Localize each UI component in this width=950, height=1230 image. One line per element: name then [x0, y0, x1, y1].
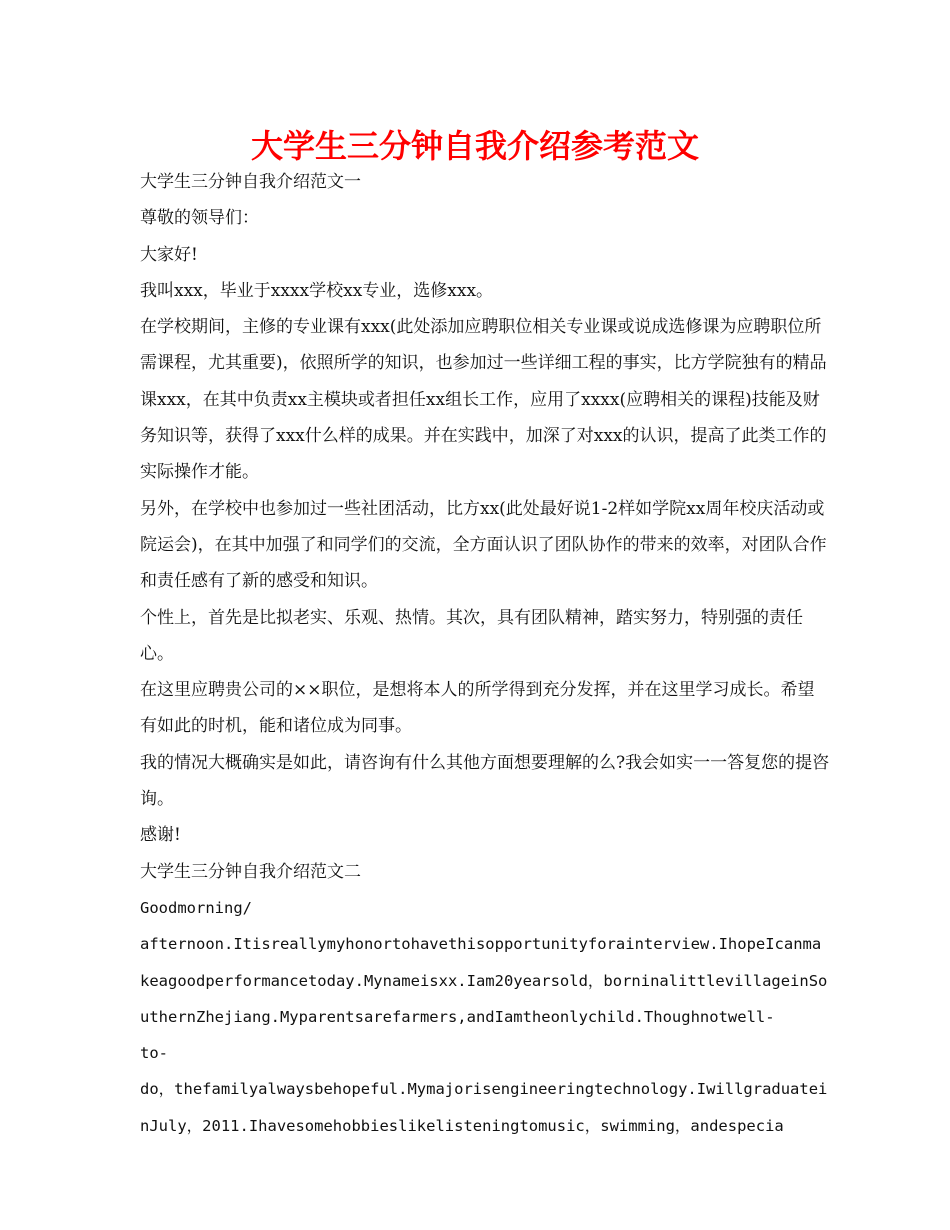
english-line-1: Goodmorning/	[140, 898, 252, 917]
paragraph-activities: 另外，在学校中也参加过一些社团活动，比方xx(此处最好说1-2样如学院xx周年校庆活动或院运会)，在其中加强了和同学们的交流，全方面认识了团队协作的带来的效率，对团队合作和责任感有了新的感受和知识。	[140, 498, 827, 592]
paragraph-thanks: 感谢!	[140, 825, 181, 846]
section-heading-2: 大学生三分钟自我介绍范文二	[140, 861, 361, 882]
paragraph-position: 在这里应聘贵公司的××职位，是想将本人的所学得到充分发挥，并在这里学习成长。希望有如此的时机，能和诸位成为同事。	[140, 680, 815, 737]
section-heading-1: 大学生三分钟自我介绍范文一	[140, 172, 361, 192]
english-line-2: to-	[140, 1044, 168, 1063]
salutation: 尊敬的领导们：	[140, 208, 259, 229]
document-title: 大学生三分钟自我介绍参考范文	[250, 127, 699, 165]
paragraph-study: 在学校期间，主修的专业课有xxx(此处添加应聘职位相关专业课或说成选修课为应聘职位所需课程，尤其重要)，依照所学的知识，也参加过一些详细工程的事实，比方学院独有的精品课xxx，在其中负责xx主模块或者担任xx组长工作，应用了xxxx(应聘相关的课程)技能及财务知识等，获得了xxx什么样的成果。并在实践中，加深了对xxx的认识，提高了此类工作的实际操作才能。	[140, 317, 827, 483]
english-paragraph-1: afternoon.Itisreallymyhonortohavethisopportunityforainterview.IhopeIcanmakeagoodperformancetoday.Mynameisxx.Iam20yearsold，borninalittlevillageinSouthernZhejiang.Myparentsarefarmers,andIamtheonlychild.Thoughnotwell-	[140, 935, 828, 1026]
greeting: 大家好!	[140, 244, 198, 265]
paragraph-personality: 个性上，首先是比拟老实、乐观、热情。其次，具有团队精神，踏实努力，特别强的责任心。	[140, 607, 803, 664]
document-body	[140, 164, 830, 1144]
english-paragraph-2: do，thefamilyalwaysbehopeful.Mymajorisengineeringtechnology.IwillgraduateinJuly，2011.Ihavesomehobbieslikelisteningtomusic，swimming，andespecia	[140, 1080, 828, 1135]
paragraph-closing-question: 我的情况大概确实是如此，请咨询有什么其他方面想要理解的么?我会如实一一答复您的提咨询。	[140, 752, 830, 810]
paragraph-intro: 我叫xxx，毕业于xxxx学校xx专业，选修xxx。	[140, 280, 494, 301]
